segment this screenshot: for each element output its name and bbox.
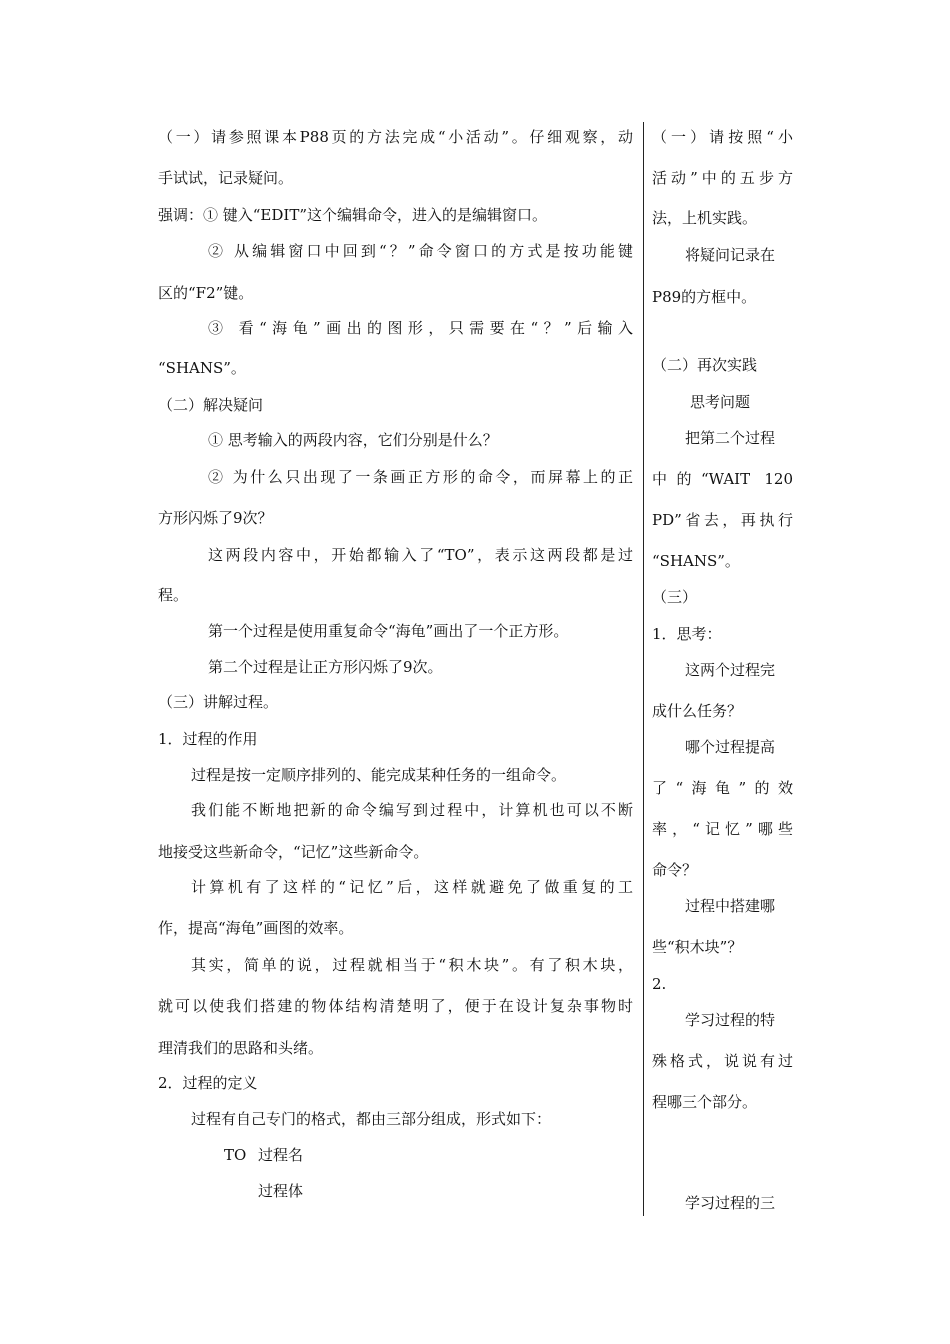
- left-code-body: 过程体: [258, 1182, 304, 1200]
- right-line-11: “SHANS”。: [652, 552, 740, 570]
- left-line-25: 理清我们的思路和头绪。: [158, 1039, 324, 1057]
- left-line-6: ③ 看“海龟”画出的图形，只需要在“？”后输入: [208, 319, 633, 337]
- left-line-18: 过程是按一定顺序排列的、能完成某种任务的一组命令。: [191, 766, 567, 784]
- right-line-7: 思考问题: [690, 393, 751, 411]
- right-line-23: 学习过程的特: [685, 1011, 776, 1029]
- right-line-18: 率，“记忆”哪些: [652, 820, 793, 838]
- right-line-26: 学习过程的三: [685, 1194, 776, 1212]
- left-line-22: 作，提高“海龟”画图的效率。: [158, 919, 354, 937]
- left-line-17: 1．过程的作用: [158, 730, 258, 748]
- right-line-6: （二）再次实践: [652, 356, 758, 374]
- left-line-27: 过程有自己专门的格式，都由三部分组成，形式如下：: [191, 1110, 552, 1128]
- column-divider: [643, 122, 644, 1216]
- left-line-20: 地接受这些新命令，“记忆”这些新命令。: [158, 843, 429, 861]
- left-line-12: 这两段内容中，开始都输入了“TO”，表示这两段都是过: [208, 546, 633, 564]
- left-line-2: 手试试，记录疑问。: [158, 169, 294, 187]
- right-line-15: 成什么任务？: [652, 702, 743, 720]
- right-line-17: 了“海龟”的效: [652, 779, 793, 797]
- left-line-23: 其实，简单的说，过程就相当于“积木块”。有了积木块，: [191, 956, 633, 974]
- right-line-8: 把第二个过程: [685, 429, 776, 447]
- left-line-13: 程。: [158, 586, 189, 604]
- right-line-25: 程哪三个部分。: [652, 1093, 758, 1111]
- right-line-1: （一）请按照“小: [652, 128, 793, 146]
- left-line-19: 我们能不断地把新的命令编写到过程中，计算机也可以不断: [191, 801, 633, 819]
- right-line-13: 1．思考：: [652, 625, 722, 643]
- right-line-10: PD”省去，再执行: [652, 511, 793, 529]
- right-line-2: 活动”中的五步方: [652, 169, 793, 187]
- left-line-9: ① 思考输入的两段内容，它们分别是什么？: [208, 431, 498, 449]
- right-line-3: 法，上机实践。: [652, 209, 758, 227]
- left-line-8: （二）解决疑问: [158, 396, 264, 414]
- left-line-24: 就可以使我们搭建的物体结构清楚明了，便于在设计复杂事物时: [158, 997, 633, 1015]
- right-line-16: 哪个过程提高: [685, 738, 776, 756]
- left-line-5: 区的“F2”键。: [158, 284, 254, 302]
- left-code-name: 过程名: [258, 1146, 304, 1164]
- right-line-21: 些“积木块”？: [652, 938, 743, 956]
- left-line-11: 方形闪烁了9次？: [158, 509, 273, 527]
- left-line-3: 强调：① 键入“EDIT”这个编辑命令，进入的是编辑窗口。: [158, 206, 548, 224]
- left-line-4: ② 从编辑窗口中回到“？”命令窗口的方式是按功能键: [208, 242, 633, 260]
- right-line-4: 将疑问记录在: [685, 246, 776, 264]
- right-line-5: P89的方框中。: [652, 288, 757, 306]
- left-line-26: 2．过程的定义: [158, 1074, 258, 1092]
- left-code-to: TO: [224, 1146, 247, 1164]
- left-line-10: ② 为什么只出现了一条画正方形的命令，而屏幕上的正: [208, 468, 633, 486]
- right-line-24: 殊格式，说说有过: [652, 1052, 793, 1070]
- right-line-14: 这两个过程完: [685, 661, 776, 679]
- right-line-12: （三）: [652, 588, 698, 606]
- right-line-19: 命令？: [652, 861, 698, 879]
- left-line-16: （三）讲解过程。: [158, 693, 279, 711]
- left-line-1: （一）请参照课本P88页的方法完成“小活动”。仔细观察，动: [158, 128, 633, 146]
- left-line-14: 第一个过程是使用重复命令“海龟”画出了一个正方形。: [208, 622, 569, 640]
- left-line-21: 计算机有了这样的“记忆”后，这样就避免了做重复的工: [191, 878, 633, 896]
- right-line-22: 2.: [652, 975, 667, 993]
- right-line-9: 中的“WAIT 120: [652, 470, 793, 488]
- left-line-7: “SHANS”。: [158, 359, 246, 377]
- right-line-20: 过程中搭建哪: [685, 897, 776, 915]
- left-line-15: 第二个过程是让正方形闪烁了9次。: [208, 658, 443, 676]
